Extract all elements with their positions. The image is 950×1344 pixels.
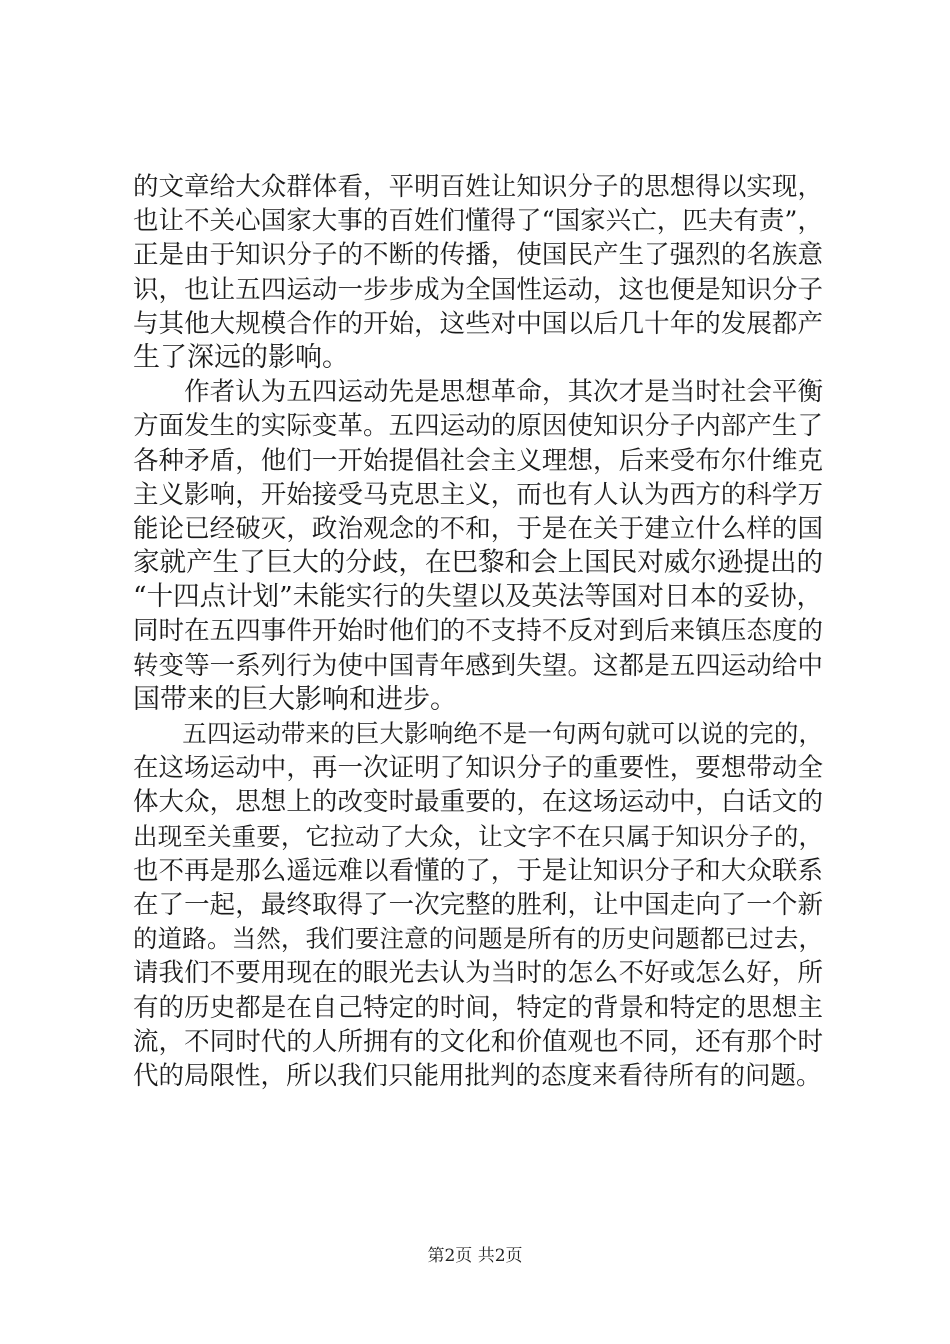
text-line: 出现至关重要，它拉动了大众，让文字不在只属于知识分子的， — [133, 821, 823, 851]
text-line: 作者认为五四运动先是思想革命，其次才是当时社会平衡 — [133, 377, 823, 408]
text-line: 在了一起，最终取得了一次完整的胜利，让中国走向了一个新 — [133, 889, 823, 920]
text-line: 识，也让五四运动一步步成为全国性运动，这也便是知识分子 — [133, 274, 823, 305]
body-text — [133, 170, 823, 1093]
text-line: 国带来的巨大影响和进步。 — [133, 683, 457, 715]
text-line: 体大众，思想上的改变时最重要的，在这场运动中，白话文的 — [133, 787, 823, 818]
text-line: 也不再是那么遥远难以看懂的了，于是让知识分子和大众联系 — [133, 855, 823, 886]
text-line: 主义影响，开始接受马克思主义，而也有人认为西方的科学万 — [133, 479, 823, 510]
text-line: 与其他大规模合作的开始，这些对中国以后几十年的发展都产 — [133, 308, 823, 339]
page-number-label: 第2页 共2页 — [427, 1246, 523, 1266]
text-line: 有的历史都是在自己特定的时间，特定的背景和特定的思想主 — [133, 992, 823, 1023]
text-line: 请我们不要用现在的眼光去认为当时的怎么不好或怎么好，所 — [133, 958, 823, 989]
text-line: 家就产生了巨大的分歧，在巴黎和会上国民对威尔逊提出的 — [133, 547, 823, 579]
text-line: 生了深远的影响。 — [133, 341, 349, 373]
text-line: 在这场运动中，再一次证明了知识分子的重要性，要想带动全 — [133, 753, 823, 784]
text-line: 能论已经破灭，政治观念的不和，于是在关于建立什么样的国 — [133, 513, 823, 544]
text-line: 流，不同时代的人所拥有的文化和价值观也不同，还有那个时 — [133, 1026, 823, 1057]
text-line: 的文章给大众群体看，平明百姓让知识分子的思想得以实现， — [133, 172, 823, 202]
page-footer — [0, 1245, 950, 1267]
text-line: 正是由于知识分子的不断的传播，使国民产生了强烈的名族意 — [133, 240, 823, 271]
text-line: 五四运动带来的巨大影响绝不是一句两句就可以说的完的， — [133, 719, 823, 748]
text-line: 转变等一系列行为使中国青年感到失望。这都是五四运动给中 — [133, 650, 823, 681]
text-line: 方面发生的实际变革。五四运动的原因使知识分子内部产生了 — [133, 411, 823, 442]
text-line: 各种矛盾，他们一开始提倡社会主义理想，后来受布尔什维克 — [133, 445, 823, 476]
text-line: “十四点计划”未能实行的失望以及英法等国对日本的妥协， — [133, 581, 823, 613]
text-line: 的道路。当然，我们要注意的问题是所有的历史问题都已过去， — [133, 924, 823, 954]
text-line: 同时在五四事件开始时他们的不支持不反对到后来镇压态度的 — [133, 616, 823, 647]
text-line: 也让不关心国家大事的百姓们懂得了“国家兴亡，匹夫有责”， — [133, 206, 823, 237]
text-line: 代的局限性，所以我们只能用批判的态度来看待所有的问题。 — [133, 1060, 822, 1091]
